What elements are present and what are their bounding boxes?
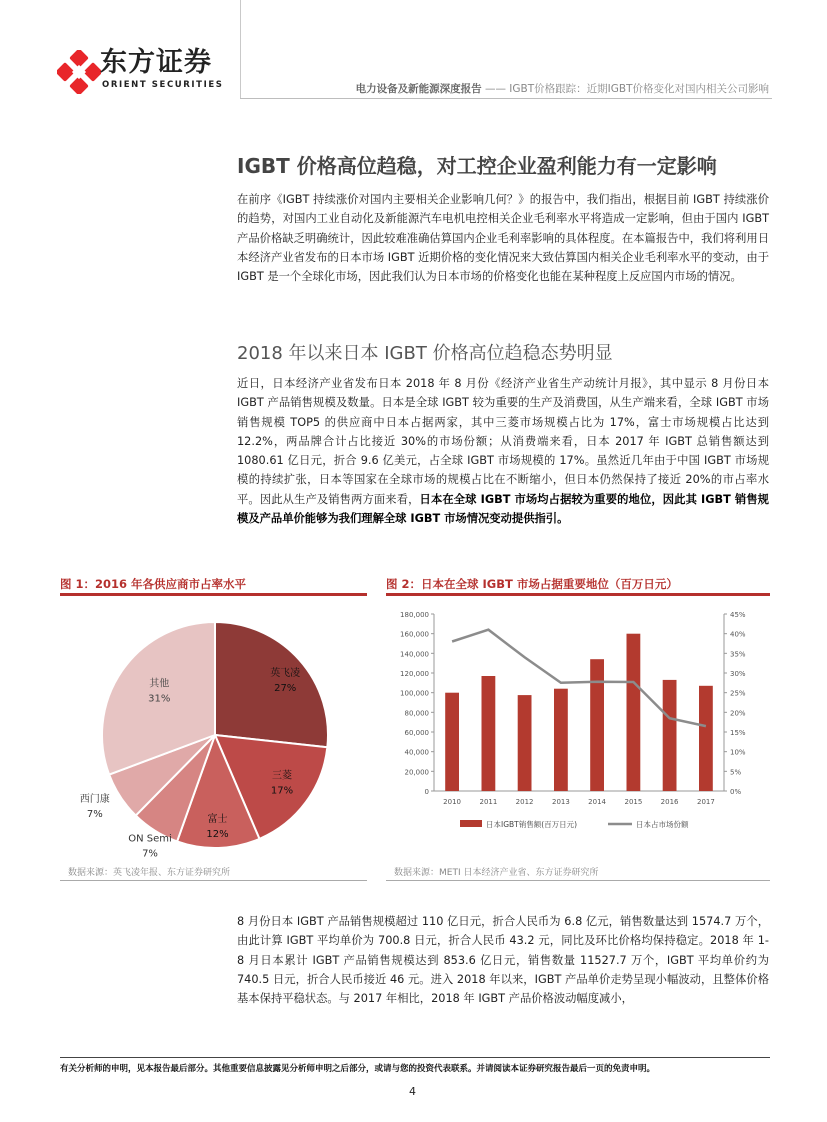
y-left-tick-label: 80,000 [404, 709, 429, 718]
figure1-bottom-rule [60, 880, 367, 881]
y-right-tick-label: 35% [730, 650, 746, 659]
price-paragraph: 8 月份日本 IGBT 产品销售规模超过 110 亿日元，折合人民币为 6.8 亿元，销售数量达到 1574.7 万个，由此计算 IGBT 平均单价为 700.8 日元，折合人民币 43.2 元，同比及环比价格均保持稳定。2018 年 1-8 月日本累计 IGBT 产品销售规模达到 853.6 亿日元，销售数量 11527.7 万个，IGBT 平均单价约为 740.5 日元，折合人民币接近 46 元。进入 2018 年以来，IGBT 产品单价走势呈现小幅波动，且整体价格基本保持平稳状态。与 2017 年相比，2018 年 IGBT 产品价格波动幅度减小， [237, 915, 769, 1006]
subsection-title: 2018 年以来日本 IGBT 价格高位趋稳态势明显 [237, 343, 613, 364]
y-right-tick-label: 45% [730, 611, 746, 619]
report-header-title [356, 81, 769, 96]
pie-label-4: 西门康 [79, 793, 110, 805]
header-divider-horizontal [240, 98, 772, 99]
figure1-source: 数据来源：英飞凌年报、东方证券研究所 [68, 868, 231, 878]
y-left-tick-label: 60,000 [404, 729, 429, 737]
y-left-tick-label: 40,000 [404, 748, 429, 757]
y-left-tick-label: 120,000 [400, 670, 429, 678]
x-tick-label-2017: 2017 [696, 798, 715, 806]
figure2-title: 图 2：日本在全球 IGBT 市场占据重要地位（百万日元） [386, 577, 678, 591]
market-paragraph-text: 近日，日本经济产业省发布日本 2018 年 8 月份《经济产业省生产动统计月报》，其中显示 8 月份日本 IGBT 产品销售规模及数量。日本是全球 IGBT 较为重要的生产及消费国，从生产端来看，全球 IGBT 市场销售规模 TOP5 的供应商中日本占据两家，其中三菱市场规模占比为 17%，富士市场规模占比达到 12.2%，两品牌合计占比接近 30%的市场份额；从消费端来看，日本 2017 年 IGBT 总销售额达到 1080.61 亿日元，折合 9.6 亿美元，占全球 IGBT 市场规模的 17%。虽然近几年由于中国 IGBT 市场规模的持续扩张，日本等国家在全球市场的规模占比在不断缩小，但日本仍然保持了接近 20%的市占率水平。因此从生产及销售两方面来看， [237, 377, 769, 506]
figure1-title-rule [60, 593, 367, 596]
bar-2011 [482, 676, 496, 791]
figure2-source: 数据来源：METI 日本经济产业省、东方证券研究所 [394, 868, 599, 878]
bar-2015 [627, 634, 641, 791]
y-right-tick-label: 10% [730, 748, 746, 757]
y-right-tick-label: 15% [730, 729, 746, 737]
y-right-tick-label: 25% [730, 689, 746, 698]
market-paragraph-emphasis: 日本在全球 IGBT 市场均占据较为重要的地位，因此其 IGBT 销售规模及产品单价能够为我们理解全球 IGBT 市场情况变动提供指引。 [237, 492, 769, 526]
figure1-title: 图 1：2016 年各供应商市占率水平 [60, 577, 247, 591]
pie-pct-3: 7% [142, 848, 158, 860]
pie-label-5: 其他 [149, 678, 170, 690]
pie-pct-2: 12% [206, 829, 229, 841]
market-paragraph [237, 374, 769, 528]
y-left-tick-label: 160,000 [400, 630, 429, 639]
bar-2013 [554, 689, 568, 791]
x-tick-label-2010: 2010 [443, 798, 462, 806]
bar-2016 [663, 680, 677, 791]
pie-chart [60, 598, 367, 860]
bar-line-chart [386, 598, 770, 860]
brand-subtitle: ORIENT SECURITIES [102, 80, 224, 90]
x-tick-label-2015: 2015 [624, 798, 643, 806]
bar-2017 [699, 686, 713, 791]
footer-rule [60, 1057, 770, 1058]
section-title: IGBT 价格高位趋稳，对工控企业盈利能力有一定影响 [237, 154, 717, 178]
bar-2014 [590, 659, 604, 791]
y-right-tick-label: 30% [730, 670, 746, 678]
page-number: 4 [409, 1085, 416, 1098]
x-tick-label-2012: 2012 [515, 798, 534, 806]
x-tick-label-2011: 2011 [479, 798, 498, 806]
y-right-tick-label: 5% [730, 768, 742, 777]
intro-paragraph: 在前序《IGBT 持续涨价对国内主要相关企业影响几何？》的报告中，我们指出，根据目前 IGBT 持续涨价的趋势，对国内工业自动化及新能源汽车电机电控相关企业毛利率水平将造成一定影响，但由于国内 IGBT 产品价格缺乏明确统计，因此较难准确估算国内企业毛利率影响的具体程度。在本篇报告中，我们将利用日本经济产业省发布的日本市场 IGBT 近期价格的变化情况来大致估算国内相关企业毛利率水平的变动，由于 IGBT 是一个全球化市场，因此我们认为日本市场的价格变化也能在某种程度上反应国内市场的情况。 [237, 193, 769, 284]
x-tick-label-2013: 2013 [551, 798, 570, 806]
bar-2010 [445, 693, 459, 791]
header-divider-vertical [240, 0, 241, 98]
pie-pct-4: 7% [86, 808, 103, 820]
legend-bar-label: 日本IGBT销售额(百万日元) [486, 820, 578, 829]
x-tick-label-2014: 2014 [588, 798, 607, 806]
pie-label-2: 富士 [207, 814, 228, 826]
x-tick-label-2016: 2016 [660, 798, 679, 806]
y-right-tick-label: 20% [730, 709, 746, 718]
legend-line-label: 日本占市场份额 [636, 820, 689, 829]
bar-2012 [518, 695, 532, 791]
y-left-tick-label: 180,000 [400, 611, 429, 619]
y-right-tick-label: 0% [730, 788, 742, 796]
pie-label-3: ON Semi [128, 833, 172, 845]
figure2-title-rule [386, 593, 770, 596]
y-left-tick-label: 0 [424, 788, 429, 796]
y-left-tick-label: 20,000 [404, 768, 429, 777]
y-left-tick-label: 140,000 [400, 650, 429, 659]
orient-logo-icon [57, 50, 101, 94]
footer-disclaimer: 有关分析师的申明，见本报告最后部分。其他重要信息披露见分析师申明之后部分，或请与您的投资代表联系。并请阅读本证券研究报告最后一页的免责申明。 [60, 1064, 656, 1074]
figure2-bottom-rule [386, 880, 770, 881]
pie-pct-0: 27% [274, 683, 297, 695]
y-right-tick-label: 40% [730, 630, 746, 639]
report-title: —— IGBT价格跟踪：近期IGBT价格变化对国内相关公司影响 [481, 83, 769, 95]
pie-pct-5: 31% [148, 693, 171, 705]
pie-label-1: 三菱 [272, 770, 292, 782]
pie-label-0: 英飞凌 [270, 668, 301, 680]
report-type: 电力设备及新能源深度报告 [355, 83, 482, 95]
legend-bar-swatch [460, 820, 482, 827]
pie-pct-1: 17% [270, 785, 294, 797]
pie-slice-0 [215, 622, 328, 747]
brand-name: 东方证券 [100, 47, 212, 78]
y-left-tick-label: 100,000 [400, 689, 429, 698]
